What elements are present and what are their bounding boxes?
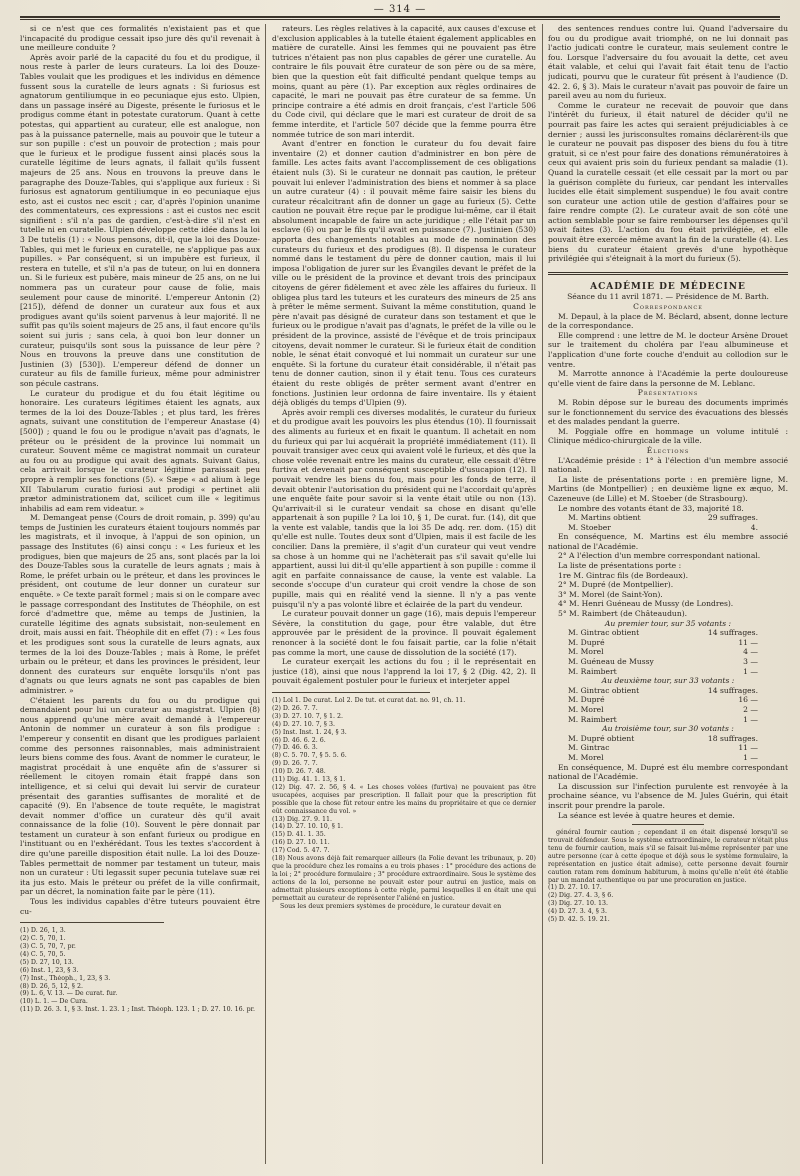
section-rule [548, 272, 788, 275]
vote-row [548, 523, 788, 533]
footnote: (4) D. 27. 10. 7, § 3. [272, 720, 335, 728]
vote-value: 29 suffrages. [707, 513, 758, 523]
vote-value: 1 — [743, 714, 758, 724]
column-3 [548, 24, 788, 1164]
paragraph: L'Académie préside : 1° à l'élection d'un membre associé national. [548, 455, 788, 475]
paragraph: Après avoir rempli ces diverses modalités, le curateur du furieux et du prodigue avait les pouvoirs les plus étendus (10). Il fournissait des aliments au furieux et en fixait le quantum. Il achetait en nom du furieux qui par lui acquérait la propriété immédiatement (11). Il pouvait transiger avec ceux qui avaient volé le furieux, et dès que la chose volée revenait entre les mains du curateur, elle cessait d'être furtiva et devenait par conséquent susceptible d'usucapion (12). Il pouvait vendre les biens du fou, mais pour les fonds de terre, il devait obtenir l'autorisation du président qui ne l'accordait qu'après une enquête faite pour savoir si la vente était utile ou non (13). Qu'arrivait-il si le curateur vendait sa chose en disant qu'elle appartenait à son pupille ? La loi 10, § 1, De curat. fur. (14), dit que la vente est valable, tandis que la loi 35 De adq. rer. dom. (15) dit qu'elle est nulle. Toutes deux sont d'Ulpien, mais il est facile de les concilier. Dans la première, il s'agit d'un curateur qui veut vendre sa chose à un homme qui ne l'achèterait pas s'il savait qu'elle lui appartient, aussi lui dit-il qu'elle appartient à son pupille : comme il agit en parfaite connaissance de cause, la vente est valable. La seconde s'occupe d'un curateur qui croit vendre la chose de son pupille, mais qui en réalité vend la sienne. Il n'y a pas vente puisqu'il n'y a pas volonté libre et éclairée de la part du vendeur. [272, 407, 536, 609]
column-divider [542, 24, 543, 1164]
candidate: 2° M. Dupré (de Montpellier). [558, 580, 674, 590]
footnote: (3) Dig. 27. 10. 13. [548, 900, 609, 908]
page-number: — 314 — [373, 4, 427, 15]
vote-name: M. Stoeber [568, 522, 611, 532]
vote-row [548, 753, 788, 763]
footnote: (11) D. 26. 3. 1, § 3. Inst. 1. 23. 1 ; Inst. Théoph. 123. 1 ; D. 27. 10. 16. pr. [20, 1006, 255, 1014]
footnote: (12) Dig. 47. 2. 56, § 4. « Les choses volées (furtiva) ne pouvaient pas être usucapées, acquises par prescription. Il fallait pour que la prescription fût possible que la chose fût retour entre les mains du propriétaire et que ce dernier eût connaissance du vol. » [272, 783, 536, 815]
footnote-rule [272, 692, 430, 693]
vote-row [548, 705, 788, 715]
footnote: (14) D. 27. 10. 10, § 1. [272, 823, 343, 831]
vote-name: M. Raimbert [568, 714, 617, 724]
footnote: (9) L. 6, V. 13. — De curat. fur. [20, 990, 118, 998]
paragraph: Tous les individus capables d'être tuteurs pouvaient être cu- [20, 897, 260, 916]
paragraph: M. Poggiale offre en hommage un volume intitulé : Clinique médico-chirurgicale de la ville. [548, 426, 788, 446]
footnote: (3) D. 27. 10. 7, § 1. 2. [272, 712, 343, 720]
subheading-correspondance: Correspondance [633, 302, 703, 312]
footnote: (17) Cod. 5. 47. 7. [272, 847, 330, 855]
candidate: 3° M. Morel (de Saint-Yon). [558, 589, 663, 599]
vote-value: 16 — [738, 695, 758, 705]
paragraph: M. Robin dépose sur le bureau des documents imprimés sur le fonctionnement du service des évacuations des blessés et des malades pendant la guerre. [548, 397, 788, 427]
vote-row [548, 628, 788, 638]
footnotes [20, 927, 260, 1014]
vote-name: M. Gintrac obtient [568, 685, 640, 695]
footnotes [272, 697, 536, 910]
footnote: (13) Dig. 27. 9. 11. [272, 815, 333, 823]
vote-name: M. Guéneau de Mussy [568, 657, 654, 666]
vote-name: M. Raimbert [568, 666, 617, 676]
vote-row [548, 513, 788, 523]
closing-rule [632, 824, 704, 825]
vote-row [548, 638, 788, 648]
candidate: 4° M. Henri Guéneau de Mussy (de Londres). [558, 599, 734, 609]
vote-value: 18 suffrages. [707, 733, 758, 743]
footnote: (5) D. 27, 10, 13. [20, 958, 74, 966]
paragraph: rateurs. Les règles relatives à la capacité, aux causes d'excuse et d'exclusion applicables à la tutelle étaient également applicables en matière de curatelle. Ainsi les femmes qui ne pouvaient pas être tutrices n'étaient pas non plus capables de gérer une curatelle. Au contraire le fils pouvait être curateur de son père ou de sa mère, bien que la question eût fait difficulté pendant quelque temps au moins, quant au père (1). Par exception aux règles ordinaires de capacité, le mari ne pouvait pas être curateur de sa femme. Un principe contraire a été admis en droit français, c'est l'article 506 du Code civil, qui déclare que le mari est curateur de droit de sa femme interdite, et l'article 507 décide que la femme pourra être nommée tutrice de son mari interdit. [272, 24, 536, 139]
paragraph: des sentences rendues contre lui. Quand l'adversaire du fou ou du prodigue avait triomphé, on ne lui donnait pas l'actio judicati contre le curateur, mais seulement contre le fou. Lorsque l'adversaire du fou avouait la dette, cet aveu était valable, et celui qui l'avait fait était tenu de l'actio judicati, pourvu que le curateur fût présent à l'audience (D. 42. 2. 6, § 3). Mais le curateur n'avait pas pouvoir de faire un pareil aveu au nom du furieux. [548, 24, 788, 101]
column-divider [265, 24, 266, 1164]
footnote: (11) Dig. 41. 1. 13, § 1. [272, 776, 346, 784]
vote-row [548, 734, 788, 744]
vote-name: M. Martins obtient [568, 513, 641, 523]
footnote: (1) Lol 1. De curat. Lol 2. De tut. et curat dat. no. 91, ch. 11. [272, 696, 466, 704]
footnote: (10) L. 1. — De Cura. [20, 998, 88, 1006]
vote-name: M. Dupré [568, 637, 605, 647]
vote-name: M. Dupré obtient [568, 733, 635, 743]
footnotes [548, 829, 788, 924]
footnote: (6) D. 46. 6. 2. 6. [272, 736, 326, 744]
candidate: 1re M. Gintrac fils (de Bordeaux). [558, 570, 688, 580]
vote-value: 4. [750, 522, 758, 532]
tour-heading: Au premier tour, sur 35 votants : [604, 618, 732, 628]
footnote: Sous les deux premiers systèmes de procédure, le curateur devait en [280, 902, 502, 910]
footnote: (6) Inst. 1, 23, § 3. [20, 966, 79, 974]
section-title: ACADÉMIE DE MÉDECINE [590, 281, 746, 292]
vote-value: 1 — [743, 666, 758, 676]
candidate: 5° M. Raimbert (de Châteaudun). [558, 609, 688, 619]
vote-value: 11 — [738, 743, 758, 753]
header-rule [20, 16, 780, 18]
vote-name: M. Dupré [568, 695, 605, 705]
paragraph: Après avoir parlé de la capacité du fou et du prodigue, il nous reste à parler de leurs curateurs. La loi des Douze-Tables voulait que les prodigues et les individus en démence fussent sous la curatelle de leurs agnats : Si furiosus est agnatorum gentiliumque in eo pecuniaque ejus esto. Ulpien, dans un passage inséré au Digeste, présente le furiosus et le prodigus comme étant in potestate curatorum. Quant à cette potestas, qui appartient au curateur, elle est analogue, non pas à la puissance paternelle, mais au pouvoir que le tuteur a sur son pupille : c'est un pouvoir de protection ; mais pour que le furieux et le prodigue fussent ainsi placés sous la curatelle légitime de leurs agnats, il fallait qu'ils fussent majeurs de 25 ans. Nous en trouvons la preuve dans le paragraphe des Douze-Tables, qui s'applique aux furieux : Si furiosus est agnatorum gentiliumque in eo pecuniaque ejus esto, ast ei custos nec escit ; car, d'après l'opinion unanime des commentateurs, ces expressions : ast ei custos nec escit signifient : s'il n'a pas de gardien, c'est-à-dire s'il n'est en tutelle ni en curatelle. Ulpien développe cette idée dans la loi 3 De tutelis (1) : « Nous pensons, dit-il, que la loi des Douze-Tables, qui met le furieux en curatelle, ne s'applique pas aux pupilles. » Par conséquent, si un impubère est furieux, il restera en tutelle, et s'il n'a pas de tuteur, on lui en donnera un. Si le furieux est pubère, mais mineur de 25 ans, on ne lui nommera pas un curateur pour cause de folie, mais seulement pour cause de minorité. L'empereur Antonin (2) [215]), défend de donner un curateur aux fous et aux prodigues avant qu'ils soient parvenus à leur majorité. Il ne suffit pas qu'ils soient majeurs de 25 ans, il faut encore qu'ils soient sui juris ; sans cela, à quoi bon leur donner un curateur, puisqu'ils sont sous la puissance de leur père ? Nous en trouvons la preuve dans une constitution de Justinien (3) [530]). L'empereur défend de donner un curateur au fils de famille furieux, même pour administrer son pécule castrans. [20, 52, 260, 388]
footnote-rule [20, 922, 164, 923]
vote-row [548, 647, 788, 657]
footnote: (7) D. 46. 6. 3. [272, 744, 318, 752]
vote-row [548, 667, 788, 677]
vote-name: M. Morel [568, 704, 604, 714]
footnote-text: général fournir caution ; cependant il en était dispensé lorsqu'il se trouvait défendeur. Sous le système extraordinaire, le curateur n'était plus tenu de fournir caution, mais s'il se faisait lui-même représenter par une autre personne (car à cette époque et déjà sous le système formulaire, la représentation en justice était admise), cette personne devait fournir caution ratam rem dominum habiturum, à moins qu'elle n'eût été établie par un mandat authentique ou par une procuration en justice. [548, 829, 788, 884]
footnote: (10) D. 26. 7. 48. [272, 768, 326, 776]
paragraph: M. Marrotte annonce à l'Académie la perte douloureuse qu'elle vient de faire dans la personne de M. Leblanc. [548, 369, 788, 388]
vote-value: 14 suffrages. [707, 685, 758, 695]
vote-row [548, 743, 788, 753]
vote-value: 2 — [743, 704, 758, 714]
vote-value: 3 — [743, 657, 758, 666]
vote-value: 4 — [743, 647, 758, 657]
footnote: (5) Inst. Inst. 1. 24, § 3. [272, 728, 347, 736]
tour-heading: Au troisième tour, sur 30 votants : [602, 724, 734, 734]
footnote: (9) D. 26. 7. 7. [272, 760, 318, 768]
vote-name: M. Gintrac [568, 743, 610, 753]
paragraph: Elle comprend : une lettre de M. le docteur Arsène Drouet sur le traitement du choléra par l'eau albumineuse et l'application d'une forte couche d'enduit au collodion sur le ventre. [548, 330, 788, 369]
paragraph: 2° A l'élection d'un membre correspondant national. [558, 551, 761, 561]
subheading-elections: Élections [646, 445, 690, 455]
footnote: (7) Inst., Théoph., 1, 23, § 3. [20, 974, 111, 982]
footnote: (1) D. 26, 1, 3. [20, 927, 66, 935]
vote-row [548, 715, 788, 725]
vote-row [548, 695, 788, 705]
paragraph: La discussion sur l'infection purulente est renvoyée à la prochaine séance, vu l'absence de M. Jules Guérin, qui était inscrit pour prendre la parole. [548, 781, 788, 810]
footnote: (2) Dig. 27. 4. 3, § 6. [548, 892, 614, 900]
paragraph: M. Demangeat pense (Cours de droit romain, p. 399) qu'au temps de Justinien les curateurs étaient toujours nommés par les magistrats, et il invoque, à l'appui de son opinion, un passage des Institutes (6) ainsi conçu : « Les furieux et les prodigues, bien que majeurs de 25 ans, sont placés par la loi des Douze-Tables sous la curatelle de leurs agnats ; mais à Rome, le préfet urbain ou le préteur, et dans les provinces le président, ont coutume de leur donner un curateur sur enquête. » Ce texte paraît formel ; mais si on le compare avec le passage correspondant des Institutes de Théophile, on est forcé d'admettre que, même au temps de Justinien, la curatelle légitime des agnats subsistait, non-seulement en droit, mais aussi en fait. Théophile dit en effet (7) : « Les fous et les prodigues sont sous la curatelle de leurs agnats, aux termes de la loi des Douze-Tables ; mais à Rome, le préfet urbain ou le préteur, et dans les provinces le président, leur donnent des curateurs sur enquête lorsqu'ils n'ont pas d'agnats ou que leurs agnats ne sont pas capables de bien administrer. » [20, 513, 260, 695]
paragraph: C'étaient les parents du fou ou du prodigue qui demandaient pour lui un curateur au magistrat. Ulpien (8) nous apprend qu'une mère avait demandé à l'empereur Antonin de nommer un curateur à son fils prodigue : l'empereur y consentit en disant que les prodigues parlaient comme des personnes raisonnables, mais administraient leurs biens comme des fous. Avant de nommer le curateur, le magistrat procédait à une enquête afin de s'assurer si réellement le citoyen romain était frappé dans son intelligence, et si celui qui devait lui servir de curateur présentait des garanties suffisantes de moralité et de capacité (9). En l'absence de toute requête, le magistrat devait nommer d'office un curateur dès qu'il avait connaissance de la folie (10). Souvent le père donnait par testament un curateur à son enfant furieux ou prodigue en l'instituant ou en l'exhérédant. Tous les textes s'accordent à dire qu'une pareille disposition était nulle. La loi des Douze-Tables permettait de nommer par testament un tuteur, mais non un curateur : Uti legassit super pecunia tutelave suæ rei ita jus esto. Mais le préteur ou préfet de la ville confirmait, par un décret, la nomination faite par le père (11). [20, 695, 260, 897]
vote-row [548, 686, 788, 696]
paragraph: En conséquence, M. Martins est élu membre associé national de l'Académie. [548, 532, 788, 551]
column-1 [20, 24, 260, 1164]
column-2 [272, 24, 536, 1164]
paragraph: Le curateur exerçait les actions du fou ; il le représentait en justice (18), ainsi que nous l'apprend la loi 17, § 2 (Dig. 42, 2). Il pouvait également postuler pour le furieux et interjeter appel [272, 657, 536, 686]
footnote: (8) D. 26, 5, 12, § 2. [20, 982, 83, 990]
paragraph: Avant d'entrer en fonction le curateur du fou devait faire inventaire (2) et donner caution d'administrer en bon père de famille. Les actes faits avant l'accomplissement de ces obligations étaient nuls (3). Si le curateur ne donnait pas caution, le préteur pouvait lui enlever l'administration des biens et nommer à sa place un autre curateur (4) : il pouvait même faire saisir les biens du curateur récalcitrant afin de donner un gage au furieux (5). Cette caution ne pouvait être reçue par le prodigue lui-même, car il était absolument incapable de faire un acte juridique ; elle l'était par un esclave (6) ou par le fils qu'il avait en puissance (7). Justinien (530) apporta des changements notables au mode de nomination des curateurs du furieux et des prodigues (8). Il dispensa le curateur nommé dans le testament du père de donner caution, mais il lui imposa l'obligation de jurer sur les Évangiles devant le préfet de la ville ou le président de la province et devant trois des principaux citoyens de gérer fidèlement et avec zèle les affaires du furieux. Il obligea plus tard les tuteurs et les curateurs des mineurs de 25 ans à prêter le même serment. Suivant la même constitution, quand le père n'avait pas désigné de curateur dans son testament et que le furieux ou le prodigue n'avait pas d'agnats, le préfet de la ville ou le président de la province, assisté de l'évêque et de trois principaux citoyens, devait nommer le curateur. Si le furieux était de condition noble, le sénat était convoqué et lui nommait un curateur sur une enquête. Si la fortune du curateur était considérable, il n'était pas tenu de donner caution, sinon il y était tenu. Tous ces curateurs étaient du reste obligés de prêter serment avant d'entrer en fonctions. Justinien leur ordonna de faire inventaire. Ils y étaient déjà obligés du temps d'Ulpien (9). [272, 139, 536, 408]
footnote: (1) D. 27. 10. 17. [548, 884, 602, 892]
vote-name: M. Morel [568, 647, 604, 657]
vote-name: M. Morel [568, 752, 604, 762]
subheading-presentations: Présentations [637, 388, 699, 398]
paragraph: M. Depaul, à la place de M. Béclard, absent, donne lecture de la correspondance. [548, 311, 788, 331]
vote-row [548, 657, 788, 667]
paragraph: Le curateur pouvait donner un gage (16), mais depuis l'empereur Sévère, la constitution du gage, pour être valable, dut être approuvée par le président de la province. Il pouvait également renoncer à la société dont le fou faisait partie, car la folie n'était pas comme la mort, une cause de dissolution de la société (17). [272, 609, 536, 657]
paragraph: Le nombre des votants étant de 33, majorité 18. [558, 503, 744, 513]
footnote: (4) C. 5, 70, 5. [20, 950, 66, 958]
footnote: (8) C. 5. 70. 7, § 5. 5. 6. [272, 752, 347, 760]
tour-heading: Au deuxième tour, sur 33 votants : [601, 676, 735, 686]
footnote: (2) C. 5, 70, 1. [20, 935, 66, 943]
footnote: (3) C. 5, 70, 7, pr. [20, 943, 76, 951]
vote-value: 14 suffrages. [707, 628, 758, 638]
vote-value: 1 — [743, 752, 758, 762]
vote-value: 11 — [738, 637, 758, 647]
header-rule-thin [20, 19, 780, 20]
paragraph: La liste de présentations porte : [558, 561, 682, 571]
paragraph: La liste de présentations porte : en première ligne, M. Martins (de Montpellier) ; en deuxième ligne ex æquo, M. Cazeneuve (de Lille) et M. Stoeber (de Strasbourg). [548, 474, 788, 503]
footnote: (2) D. 26. 7. 7. [272, 704, 318, 712]
footnote: (16) D. 27. 10. 11. [272, 839, 330, 847]
vote-name: M. Gintrac obtient [568, 628, 640, 638]
paragraph: En conséquence, M. Dupré est élu membre correspondant national de l'Académie. [548, 762, 788, 782]
footnote: (15) D. 41. 1. 35. [272, 831, 326, 839]
paragraph: Comme le curateur ne recevait de pouvoir que dans l'intérêt du furieux, il était naturel de décider qu'il ne pourrait pas faire les actes qui seraient préjudiciables à ce dernier ; aussi les jurisconsultes romains déclarèrent-ils que le curateur ne pouvait pas disposer des biens du fou à titre gratuit, si ce n'est pour faire des donations rémunératoires à ceux qui avaient pris soin du furieux pendant sa maladie (1). Quand la curatelle cessait (et elle cessait par la mort ou par la guérison complète du furieux, car pendant les intervalles lucides elle était simplement suspendue) le fou avait contre son curateur une action utile de gestion d'affaires pour se faire rendre compte (2). Le curateur avait de son côté une action semblable pour se faire rembourser les dépenses qu'il avait faites (3). L'action du fou était privilégiée, et elle pouvait être exercée même avant la fin de la curatelle (4). Les biens du curateur étaient grevés d'une hypothèque privilégiée qui s'éteignait à la mort du furieux (5). [548, 100, 788, 264]
paragraph: Le curateur du prodigue et du fou était légitime ou honoraire. Les curateurs légitimes étaient les agnats, aux termes de la loi des Douze-Tables ; et plus tard, les frères agnats, suivant une constitution de l'empereur Anastase (4) [500]) ; quand le fou ou le prodigue n'avait pas d'agnats, le préteur ou le président de la province lui nommait un curateur. Souvent même ce magistrat nommait un curateur au fou ou au prodigue qui avait des agnats. Suivant Gaius, cela arrivait lorsque le curateur légitime paraissait peu propre à remplir ses fonctions (5). « Sæpe « ad alium à lege XII Tabularum curatio furiosi aut prodigi « pertinet alii prætor administrationem dat, scilicet cum ille « legitimus inhabilis ad eam rem videatur. » [20, 388, 260, 513]
session-line: Séance du 11 avril 1871. — Présidence de M. Barth. [567, 292, 769, 302]
paragraph: si ce n'est que ces formalités n'existaient pas et que l'incapacité du prodigue cessait ipso jure dès qu'il revenait à une meilleure conduite ? [20, 24, 260, 53]
footnote: (18) Nous avons déjà fait remarquer ailleurs (la Folie devant les tribunaux, p. 20) que la procédure chez les romains a eu trois phases : 1° procédure des actions de la loi ; 2° procédure formulaire ; 3° procédure extraordinaire. Sous le système des actions de la loi, personne ne pouvait ester pour autrui en justice, mais on admettait plusieurs exceptions à cette règle, parmi lesquelles il en était une qui permettait au curateur de représenter l'aliéné en justice. [272, 855, 536, 902]
paragraph: La séance est levée à quatre heures et demie. [558, 810, 735, 820]
footnote: (4) D. 27. 3. 4, § 3. [548, 908, 607, 916]
footnote: (5) D. 42. 5. 19. 21. [548, 916, 610, 924]
